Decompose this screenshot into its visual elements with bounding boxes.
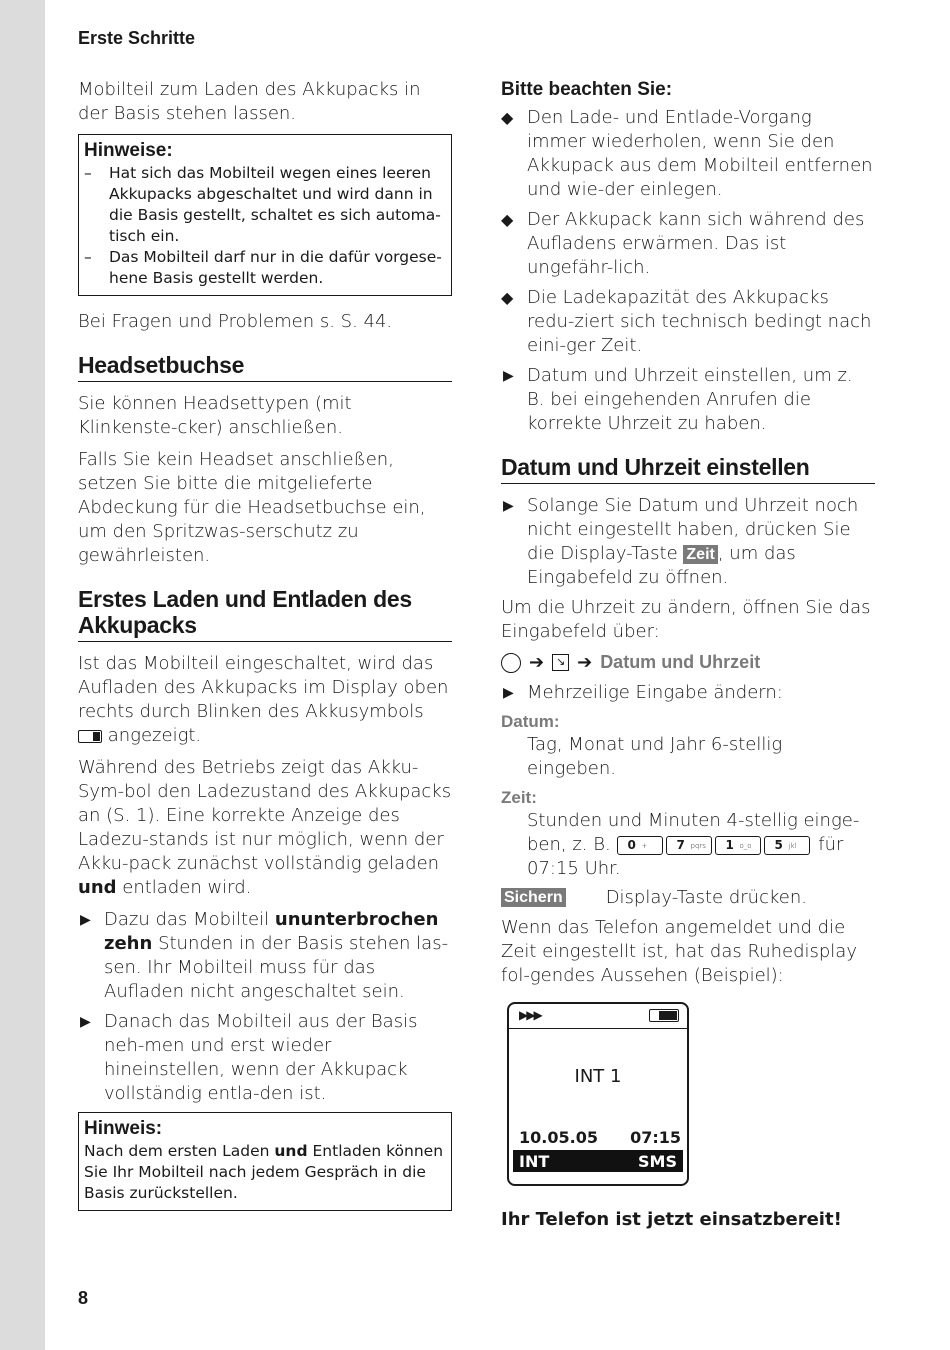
sichern-row	[501, 887, 875, 908]
note-item: – Hat sich das Mobilteil wegen eines leeren Akkupacks abgeschaltet und wird dann in die Basis gestellt, schaltet es sich automa-tisch ein.	[84, 164, 441, 245]
page-margin-bar	[0, 0, 45, 1350]
softkey-sms[interactable]: SMS	[638, 1152, 677, 1171]
arrow-icon: ➔	[529, 652, 545, 673]
keypad-key-1[interactable]: 1 o_o	[715, 836, 761, 855]
menu-path	[501, 652, 875, 673]
arrow-right-icon: ▶	[503, 685, 514, 701]
page-number: 8	[78, 1288, 89, 1308]
note-list	[84, 163, 447, 289]
battery-icon	[649, 1009, 679, 1022]
softkey-int[interactable]: INT	[519, 1152, 550, 1171]
paragraph: Wenn das Telefon angemeldet und die Zeit eingestellt ist, hat das Ruhedisplay fol-gendes Aussehen (Beispiel):	[501, 917, 857, 986]
paragraph: Um die Uhrzeit zu ändern, öffnen Sie das Eingabefeld über:	[501, 597, 871, 642]
questions-text: Bei Fragen und Problemen s. S. 44.	[78, 311, 393, 332]
display-status-bar	[509, 1004, 687, 1029]
battery-icon	[78, 730, 102, 743]
field-text-zeit: Stunden und Minuten 4-stellig einge-ben, z. B. 0 + 7 pqrs 1 o_o 5 jkl für 07:15 Uhr.	[527, 810, 860, 879]
signal-icon: ▶▶▶	[519, 1008, 541, 1022]
left-column	[78, 78, 452, 1225]
keypad-key-7[interactable]: 7 pqrs	[666, 836, 712, 855]
diamond-bullet-icon: ◆	[501, 108, 514, 127]
bitte-title: Bitte beachten Sie:	[501, 79, 673, 100]
right-column	[501, 78, 875, 1232]
idle-display-illustration	[507, 1002, 689, 1186]
bullet-item: ◆ Den Lade- und Entlade-Vorgang immer wiederholen, wenn Sie den Akkupack aus dem Mobilteil entfernen und wie-der einlegen.	[501, 107, 873, 200]
field-text-datum: Tag, Monat und Jahr 6-stellig eingeben.	[527, 734, 783, 779]
note-box-hinweis	[78, 1112, 452, 1211]
step-item: ▶ Danach das Mobilteil aus der Basis neh-men und erst wieder hineinstellen, wenn der Akkupack vollständig entla-den ist.	[80, 1011, 418, 1104]
running-head: Erste Schritte	[78, 28, 196, 48]
display-key-sichern[interactable]: Sichern	[501, 888, 566, 907]
note-text: Nach dem ersten Laden und Entladen können Sie Ihr Mobilteil nach jedem Gespräch in die Basis zurückstellen.	[84, 1142, 444, 1202]
bullet-item: ◆ Die Ladekapazität des Akkupacks redu-ziert sich technisch bedingt nach eini-ger Zeit.	[501, 287, 872, 356]
control-key-icon[interactable]	[501, 653, 521, 673]
paragraph: Während des Betriebs zeigt das Akku-Sym-bol den Ladezustand des Akkupacks an (S. 1). Eine korrekte Anzeige des Ladezu-stands ist nur möglich, wenn der Akku-pack zunächst vollständig geladen und entladen wird.	[78, 757, 452, 898]
paragraph: Falls Sie kein Headset anschließen, setzen Sie bitte die mitgelieferte Abdeckung für die Headsetbuchse ein, um den Spritzwas-serschutz zu gewährleisten.	[78, 449, 426, 566]
diamond-bullet-icon: ◆	[501, 210, 514, 229]
heading-laden: Erstes Laden und Entladen des Akkupacks	[78, 586, 452, 642]
display-time: 07:15	[630, 1128, 681, 1147]
paragraph: Ist das Mobilteil eingeschaltet, wird das Aufladen des Akkupacks im Display oben rechts durch Blinken des Akkusymbols angezeigt.	[78, 653, 449, 746]
step-item: ▶ Mehrzeilige Eingabe ändern:	[503, 682, 783, 703]
intro-text: Mobilteil zum Laden des Akkupacks in der Basis stehen lassen.	[78, 79, 421, 124]
keypad-key-0[interactable]: 0 +	[617, 836, 663, 855]
arrow-icon: ➔	[577, 652, 593, 673]
display-softkey-bar	[513, 1150, 683, 1172]
note-title: Hinweis:	[84, 1118, 163, 1139]
step-item: ▶ Datum und Uhrzeit einstellen, um z. B. bei eingehenden Anrufen die korrekte Uhrzeit zu haben.	[503, 365, 853, 434]
menu-item-datum-uhrzeit[interactable]: Datum und Uhrzeit	[600, 652, 761, 672]
heading-headset: Headsetbuchse	[78, 352, 452, 382]
final-statement: Ihr Telefon ist jetzt einsatzbereit!	[501, 1209, 842, 1230]
display-handset-name: INT 1	[574, 1066, 622, 1087]
step-item: ▶ Dazu das Mobilteil ununterbrochen zehn Stunden in der Basis stehen las-sen. Ihr Mobilteil muss für das Aufladen nicht angeschaltet sein.	[80, 909, 449, 1002]
arrow-right-icon: ▶	[80, 1014, 91, 1030]
display-date: 10.05.05	[519, 1128, 598, 1147]
arrow-right-icon: ▶	[503, 498, 514, 514]
keypad-key-5[interactable]: 5 jkl	[764, 836, 810, 855]
arrow-right-icon: ▶	[80, 912, 91, 928]
note-item: – Das Mobilteil darf nur in die dafür vorgese-hene Basis gestellt werden.	[84, 248, 442, 287]
step-item: ▶ Solange Sie Datum und Uhrzeit noch nicht eingestellt haben, drücken Sie die Display-Taste Zeit , um das Eingabefeld zu öffnen.	[503, 495, 859, 588]
settings-menu-icon[interactable]: ↘	[552, 654, 569, 671]
note-box-hinweise	[78, 134, 452, 296]
sichern-text: Display-Taste drücken.	[605, 887, 807, 908]
heading-datum: Datum und Uhrzeit einstellen	[501, 454, 875, 484]
note-title: Hinweise:	[84, 140, 173, 161]
field-label-zeit: Zeit:	[501, 788, 537, 807]
diamond-bullet-icon: ◆	[501, 288, 514, 307]
arrow-right-icon: ▶	[503, 368, 514, 384]
paragraph: Sie können Headsettypen (mit Klinkenste-cker) anschließen.	[78, 393, 352, 438]
bullet-item: ◆ Der Akkupack kann sich während des Aufladens erwärmen. Das ist ungefähr-lich.	[501, 209, 865, 278]
display-key-zeit[interactable]: Zeit	[683, 545, 717, 564]
field-label-datum: Datum:	[501, 712, 560, 731]
